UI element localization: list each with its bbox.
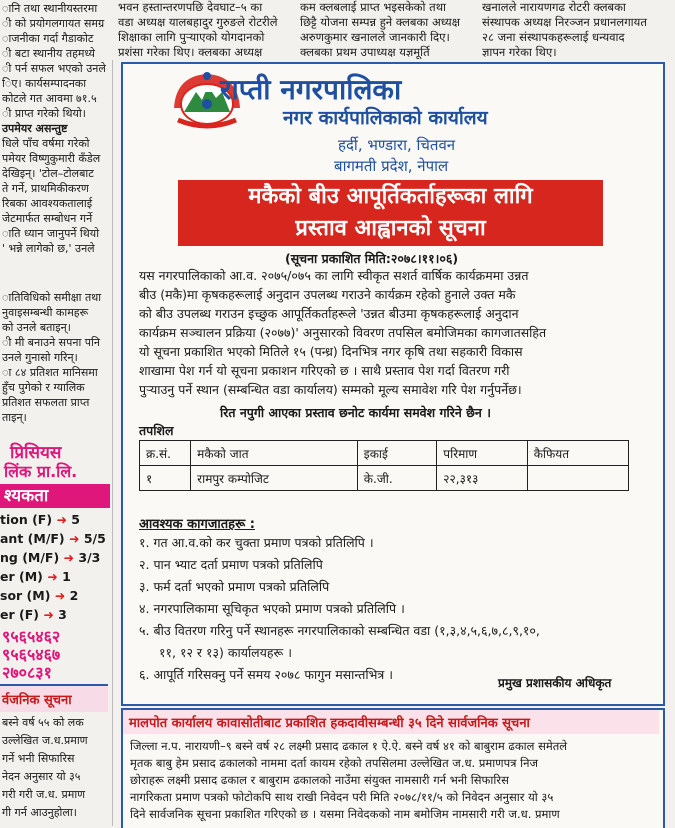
table-header: कैफियत [527, 441, 628, 466]
text-line: धिले पाँच वर्षमा गरेको [2, 137, 90, 150]
ad-company-line2: लिंक प्रा.लि. [4, 462, 78, 481]
text-line: रिबका आवश्यकतालाई [2, 197, 93, 210]
body-line: दिने सार्वजनिक सूचना प्रकाशित गरिएको छ । यसमा निवेदकको नाम बमोजिम नामसारी गरी ज.ध. प्रमाण [130, 807, 560, 821]
ad-phones [2, 628, 60, 682]
text-line: ी बटा स्थानीय तहमध्ये [2, 47, 96, 60]
arrow-right-icon: ➜ [63, 550, 75, 565]
body-line: छोराहरू लक्ष्मी प्रसाद ढकाल र बाबुराम ढकालको नाउँमा संयुक्त नामसारी गर्न भनी सिफारिस [130, 773, 509, 787]
body-line: कार्यक्रम सञ्चालन प्रक्रिया (२०७७)' अनुसारको विवरण तपसिल बमोजिमका कागजातसहित [139, 325, 547, 340]
text-line: खनालले नारायणगढ रोटरी क्लबका [482, 0, 626, 14]
ad-job-role: er (F) [0, 607, 39, 622]
arrow-right-icon: ➜ [43, 607, 54, 622]
notice-title-line-2: प्रस्ताव आह्वानको सूचना [178, 212, 603, 246]
top-article-col-2 [300, 0, 475, 60]
ad-job-count: 3/3 [78, 550, 101, 565]
docs-item: २. पान भ्याट दर्ता प्रमाण पत्रको प्रतिलिपि [139, 557, 323, 572]
ad-job-row [0, 588, 108, 607]
docs-item: ५. बीउ वितरण गरिनु पर्ने स्थानहरू नगरपालिकाको सम्बन्धित वडा (१,३,४,५,६,७,८,९,१०, [139, 623, 540, 638]
text-line: ी मी बनाउने सपना पनि [2, 336, 101, 349]
column-divider [112, 60, 113, 826]
text-line: गरी गरी ज.ध. प्रमाण [2, 788, 86, 801]
text-line: पमेयर विष्णुकुमारी कँडेल [2, 152, 101, 165]
text-line: ानि तथा स्थानीयस्तरमा [2, 2, 98, 15]
text-line: छिट्टै योजना सम्पन्न हुने क्लबका अध्यक्ष [300, 15, 460, 29]
body-line: पुऱ्याउनु पर्ने स्थान (सम्बन्धित वडा कार्यालय) सम्मको मूल्य समावेश गरि पेश गर्नुपर्नेछ। [139, 382, 522, 397]
publish-date: (सूचना प्रकाशित मिति:२०७८।११।०६) [285, 251, 459, 266]
table-header: मकैको जात [191, 441, 358, 466]
body-line: बीउ (मकै)मा कृषकहरूलाई अनुदान उपलब्ध गराउने कार्यक्रम रहेको हुनाले उक्त मकै [139, 287, 516, 302]
ad-job-count: 3 [58, 607, 67, 622]
ad-job-row [0, 550, 108, 569]
docs-item: ११, १२ र १३) कार्यालयहरू । [159, 645, 292, 660]
arrow-right-icon: ➜ [47, 569, 58, 584]
table-header: परिमाण [437, 441, 527, 466]
text-line: ी को प्रयोगलगायत समग्र [2, 17, 105, 30]
text-line: नुवाइसम्बन्धी कामहरू [2, 306, 89, 319]
ad-phone: २७०८३१ [2, 663, 52, 682]
arrow-right-icon: ➜ [54, 588, 66, 603]
text-line: उल्लेखित ज.ध.प्रमाण [2, 734, 88, 747]
text-line: गर्ने भनी सिफारिस [2, 752, 75, 765]
text-line: हुँच पुगेको र ग्यालिक [2, 381, 85, 394]
body-line: मृतक बाबु हेम प्रसाद ढकालको नाममा दर्ता कायम रहेको तपसिलमा उल्लेखित ज.ध. प्रमाणपत्र निज [130, 756, 539, 770]
ad-job-role: tion (F) [0, 512, 53, 527]
text-line: िए। कार्यसम्पादनका [2, 77, 87, 90]
docs-item: ६. आपूर्ति गरिसक्नु पर्ने समय २०७८ फागुन मसान्तभित्र । [139, 667, 393, 682]
table-cell: २२,३१३ [437, 466, 527, 491]
left-notice-title: र्वजनिक सूचना [2, 693, 72, 708]
text-line: ज्ञापन गरेका थिए। [482, 45, 557, 59]
ad-job-role: ant (M/F) [0, 531, 65, 546]
table-cell [527, 466, 628, 491]
text-line: ी पर्न सफल भएको उनले [2, 62, 106, 75]
ad-job-count: 2 [69, 588, 79, 603]
text-line: २८ जना संस्थापकहरूलाई धन्यवाद [482, 30, 625, 44]
text-line: शिक्षाका लागि पुऱ्याएको योगदानको [118, 30, 265, 44]
body-line: जिल्ला न.प. नारायणी–९ बस्ने वर्ष २८ लक्ष्मी प्रसाद ढकाल १ ऐ.ऐ. बस्ने वर्ष ४१ को बाबुराम ढकाल समेतले [130, 739, 568, 753]
subheading: उपमेयर असन्तुष्ट [2, 122, 68, 135]
body-line: यो सूचना प्रकाशित भएको मितिले १५ (पन्ध्र) दिनभित्र नगर कृषि तथा सहकारी विकास [139, 344, 523, 359]
text-line: को उनले बताइन्। [2, 321, 71, 334]
ad-header: श्यकता [0, 484, 110, 508]
top-article-col-3 [482, 0, 672, 60]
body-line: नागरिकता प्रमाण पत्रको फोटोकपि साथ राखी निवेदन परी मिति २०७८/११/५ को निवेदन अनुसार यो ३५ [130, 790, 554, 804]
text-line: कोटले गत आवमा ७१.५ [2, 92, 97, 105]
text-line: ातिविधिको समीक्षा तथा [2, 291, 102, 304]
ad-job-count: 5/5 [83, 531, 106, 546]
notice-title-line-1: मकैको बीउ आपूर्तिकर्ताहरूका लागि [178, 180, 603, 214]
ad-job-row [0, 512, 108, 531]
notice-note: रित नपुगी आएका प्रस्ताव छनोट कार्यमा समवेश गरिने छैन । [220, 405, 491, 420]
ad-job-row [0, 531, 108, 550]
notice-body [139, 266, 654, 399]
items-table [139, 440, 629, 491]
text-line: जेटमार्फत सम्बोधन गर्ने [2, 212, 93, 225]
body-line: शाखामा पेश गर्न यो सूचना प्रकाशन गरिएको छ । साथै प्रस्ताव पेश गर्दा वितरण गरी [139, 363, 510, 378]
text-line: ताइन्। [2, 411, 27, 424]
text-line: कम क्लबलाई प्राप्त भइसकेको तथा [300, 0, 447, 14]
body-line: को बीउ उपलब्ध गराउन इच्छुक आपूर्तिकर्ताहरूले 'उन्नत बीउमा कृषकहरूलाई अनुदान [139, 306, 519, 321]
ad-job-count: 5 [71, 512, 80, 527]
text-line: ाजनीका गर्दा गैडाकोट [2, 32, 94, 45]
text-line: गी गर्न आउनुहोला। [2, 806, 77, 819]
text-line: बस्ने वर्ष ५५ को लक [2, 716, 84, 729]
table-label: तपशिल [139, 423, 174, 438]
text-line: प्रतिशत सफलता प्राप्त [2, 396, 90, 409]
docs-heading: आवश्यक कागजातहरू : [139, 517, 255, 532]
text-line: ा ८४ प्रतिशत मानिसमा [2, 366, 98, 379]
text-line: ी प्राप्त गरेको थियो। [2, 107, 86, 120]
table-cell: के.जी. [357, 466, 437, 491]
top-article-col-1 [118, 0, 293, 60]
text-line: ' भन्ने लागेको छ,' उनले [2, 242, 95, 255]
docs-item: ३. फर्म दर्ता भएको प्रमाण पत्रको प्रतिलिपि [139, 579, 330, 594]
job-ad [0, 438, 108, 682]
text-line: प्रशंसा गरेका थिए। क्लबका अध्यक्ष [118, 45, 263, 59]
docs-item: १. गत आ.व.को कर चुक्ता प्रमाण पत्रको प्रतिलिपि । [139, 535, 374, 550]
text-line: उनले गुनासो गरिन्। [2, 351, 78, 364]
table-cell: रामपुर कम्पोजिट [191, 466, 358, 491]
table-header-row [140, 441, 629, 466]
docs-list [139, 532, 654, 686]
text-line: ाति ध्यान जानुपर्ने थियो [2, 227, 100, 240]
ad-job-role: ng (M/F) [0, 550, 60, 565]
public-notice-body [130, 738, 655, 823]
table-header: इकाई [357, 441, 437, 466]
ad-job-count: 1 [62, 569, 71, 584]
text-line: संस्थापक अध्यक्ष निरञ्जन प्रधानलगायत [482, 15, 647, 29]
left-column-article [0, 0, 110, 826]
signature: प्रमुख प्रशासकीय अधिकृत [498, 676, 612, 690]
text-line: वडा अध्यक्ष यालबहादुर गुरुङले रोटरीले [118, 15, 278, 29]
ad-company-line1: प्रिसियस [10, 443, 62, 463]
table-header: क्र.सं. [140, 441, 191, 466]
address-line-1: हर्दी, भण्डारा, चितवन [338, 136, 456, 154]
ad-phone: ९५६५४६२ [2, 627, 61, 646]
ad-phone: ९५६५४६७ [2, 645, 61, 664]
address-line-2: बागमती प्रदेश, नेपाल [334, 157, 449, 175]
arrow-right-icon: ➜ [56, 512, 67, 527]
table-cell: १ [140, 466, 191, 491]
ad-job-role: sor (M) [0, 588, 51, 603]
text-line: देखिइन्। 'टोल–टोलबाट [2, 167, 94, 180]
text-line: अरुणकुमार खनालले जानकारी दिए। [300, 30, 450, 44]
office-name: नगर कार्यपालिकाको कार्यालय [283, 107, 488, 129]
text-line: ते गर्ने, प्राथमिकीकरण [2, 182, 89, 195]
public-notice-title-bar [123, 710, 659, 734]
text-line: नेदन अनुसार यो ३५ [2, 770, 81, 783]
text-line: क्लबका प्रथम उपाध्यक्ष यज्ञमूर्ति [300, 45, 430, 59]
ad-job-row [0, 569, 108, 588]
public-notice-title: मालपोत कार्यालय कावासोतीबाट प्रकाशित हकदावीसम्बन्धी ३५ दिने सार्वजनिक सूचना [129, 716, 530, 731]
text-line: भवन हस्तान्तरणपछि देवघाट–५ का [118, 0, 263, 14]
ad-job-row [0, 607, 108, 626]
arrow-right-icon: ➜ [69, 531, 80, 546]
table-row [140, 466, 629, 491]
docs-item: ४. नगरपालिकामा सूचिकृत भएको प्रमाण पत्रको प्रतिलिपि । [139, 601, 405, 616]
municipality-name: राप्ती नगरपालिका [220, 73, 402, 106]
left-notice-title-bar [0, 684, 108, 712]
body-line: यस नगरपालिकाको आ.व. २०७५/०७५ का लागि स्वीकृत सशर्त वार्षिक कार्यक्रममा उन्नत [139, 268, 529, 283]
ad-job-list [0, 512, 108, 626]
ad-job-role: er (M) [0, 569, 43, 584]
